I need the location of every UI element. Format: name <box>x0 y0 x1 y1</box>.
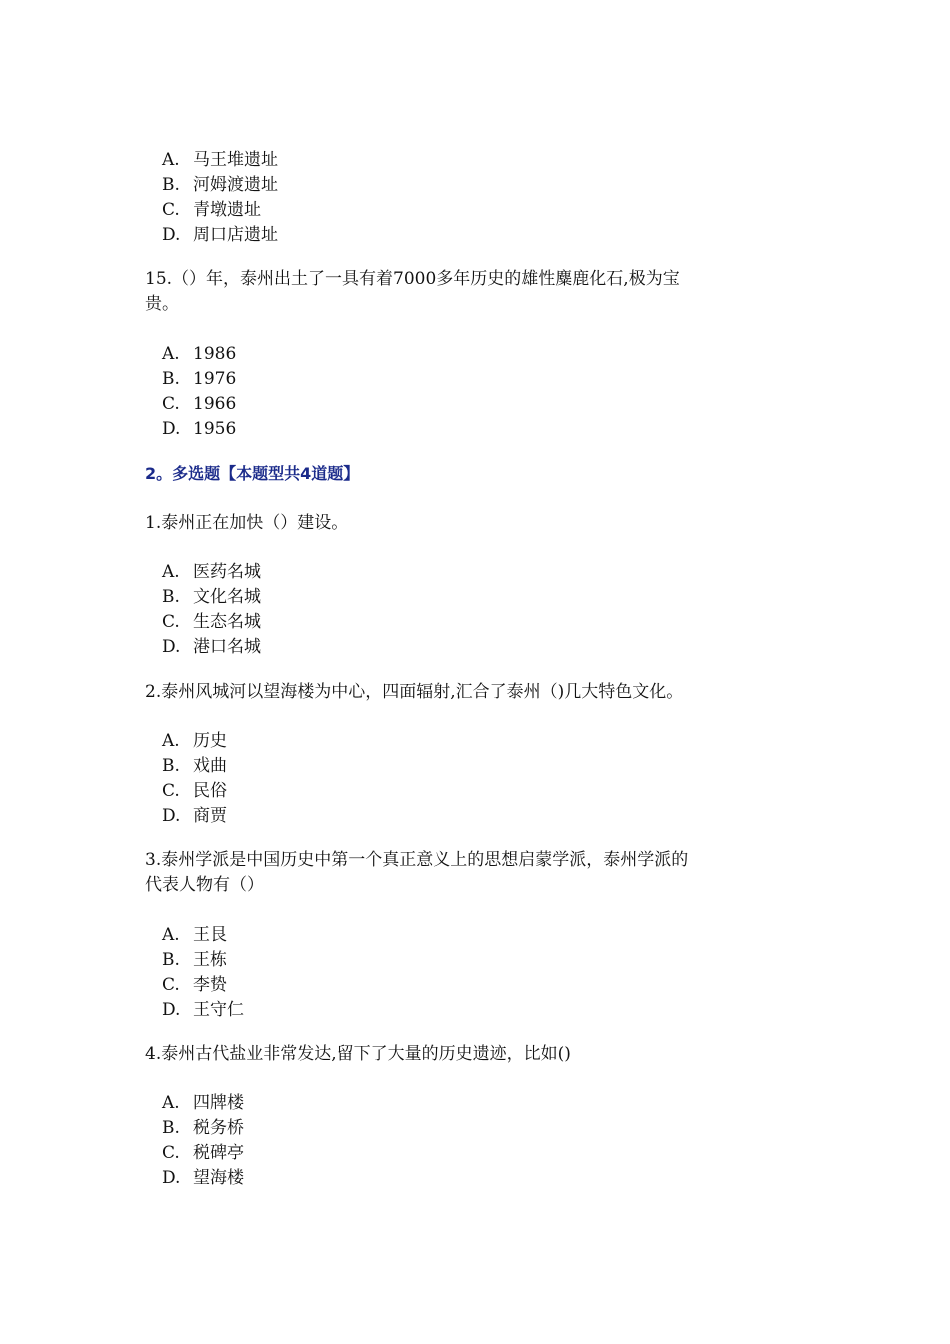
m2-options <box>0 729 950 829</box>
option-a: A. 王艮 <box>162 925 227 945</box>
question-15-line2: 贵。 <box>145 294 179 314</box>
option-c: C. 民俗 <box>162 781 227 801</box>
option-b: B. 王栋 <box>162 950 227 970</box>
question-m2-line1: 2.泰州风城河以望海楼为中心，四面辐射,汇合了泰州（)几大特色文化。 <box>145 682 684 702</box>
question-m3 <box>145 848 785 898</box>
option-b: B. 戏曲 <box>162 756 227 776</box>
option-a: A. 历史 <box>162 731 227 751</box>
option-d: D. 望海楼 <box>162 1168 244 1188</box>
option-d: D. 1956 <box>162 419 237 439</box>
question-m2 <box>145 680 785 705</box>
option-d: D. 周口店遗址 <box>162 225 278 245</box>
option-d: D. 王守仁 <box>162 1000 244 1020</box>
question-m4 <box>145 1042 785 1067</box>
option-b: B. 文化名城 <box>162 587 261 607</box>
option-b: B. 1976 <box>162 369 237 389</box>
option-a: A. 四牌楼 <box>162 1093 244 1113</box>
m3-options <box>0 923 950 1023</box>
q14-options <box>0 148 950 248</box>
question-m1-line1: 1.泰州正在加快（）建设。 <box>145 513 349 533</box>
option-b: B. 税务桥 <box>162 1118 244 1138</box>
option-d: D. 港口名城 <box>162 637 261 657</box>
option-c: C. 1966 <box>162 394 237 414</box>
option-c: C. 税碑亭 <box>162 1143 244 1163</box>
section-heading-multiple-choice: 2。多选题【本题型共4道题】 <box>145 464 360 483</box>
question-15-line1: 15.（）年，泰州出土了一具有着7000多年历史的雄性麋鹿化石,极为宝 <box>145 269 680 289</box>
question-m4-line1: 4.泰州古代盐业非常发达,留下了大量的历史遗迹，比如() <box>145 1044 571 1064</box>
q15-options <box>0 342 950 442</box>
option-d: D. 商贾 <box>162 806 227 826</box>
option-b: B. 河姆渡遗址 <box>162 175 278 195</box>
option-c: C. 生态名城 <box>162 612 261 632</box>
option-a: A. 1986 <box>162 344 237 364</box>
option-c: C. 青墩遗址 <box>162 200 261 220</box>
question-m1 <box>145 511 785 536</box>
m1-options <box>0 560 950 660</box>
question-15 <box>145 267 785 317</box>
option-a: A. 马王堆遗址 <box>162 150 278 170</box>
m4-options <box>0 1091 950 1191</box>
question-m3-line1: 3.泰州学派是中国历史中第一个真正意义上的思想启蒙学派，泰州学派的 <box>145 850 689 870</box>
option-c: C. 李贽 <box>162 975 227 995</box>
option-a: A. 医药名城 <box>162 562 261 582</box>
question-m3-line2: 代表人物有（） <box>145 875 264 895</box>
